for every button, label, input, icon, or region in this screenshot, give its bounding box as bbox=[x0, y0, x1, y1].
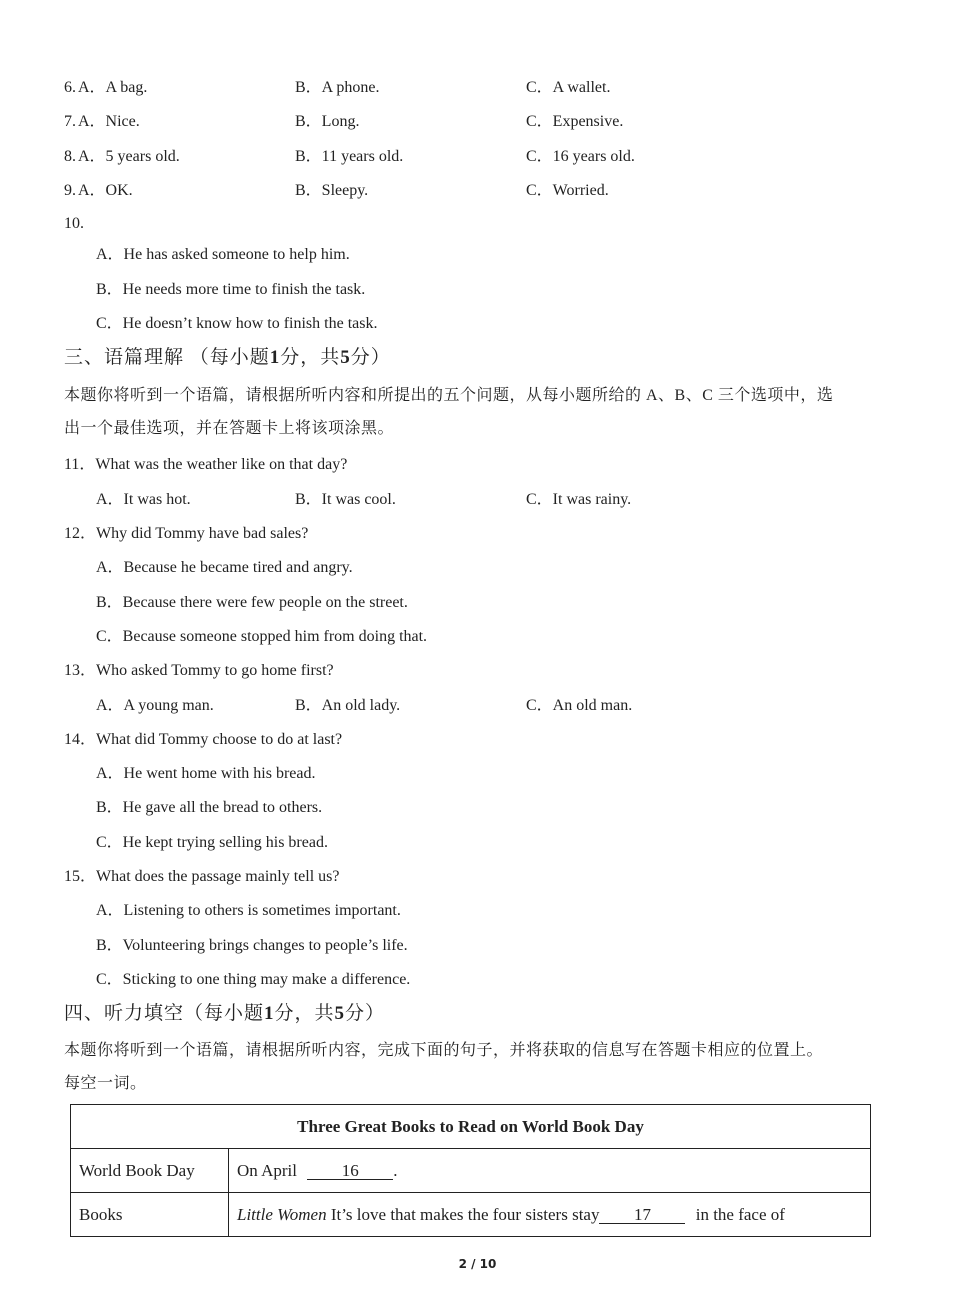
question-text: 14．What did Tommy choose to do at last? bbox=[64, 731, 343, 748]
option-b: B．Sleepy. bbox=[295, 182, 369, 199]
option-a: A．OK. bbox=[78, 182, 133, 199]
option-a: A．5 years old. bbox=[78, 148, 180, 165]
section-heading bbox=[64, 348, 391, 368]
section-instructions: 出一个最佳选项，并在答题卡上将该项涂黑。 bbox=[64, 420, 395, 437]
section-heading bbox=[64, 1004, 385, 1024]
question-text: 11．What was the weather like on that day? bbox=[64, 456, 348, 473]
row-label: World Book Day bbox=[71, 1149, 229, 1193]
heading-number: 5 bbox=[334, 1003, 346, 1024]
option-a: A．Because he became tired and angry. bbox=[96, 559, 353, 576]
heading-text: 三、语篇理解 （每小题 bbox=[64, 347, 270, 368]
heading-number: 1 bbox=[269, 347, 281, 368]
option-a: A．A bag. bbox=[78, 79, 148, 96]
option-b: B．11 years old. bbox=[295, 148, 404, 165]
option-c: C．He kept trying selling his bread. bbox=[96, 834, 328, 851]
table-title: Three Great Books to Read on World Book Day bbox=[71, 1105, 871, 1149]
row-content bbox=[229, 1193, 871, 1237]
table-row bbox=[71, 1149, 871, 1193]
heading-text: 分） bbox=[345, 1003, 386, 1024]
section-instructions: 每空一词。 bbox=[64, 1075, 147, 1092]
section-instructions: 本题你将听到一个语篇，请根据所听内容，完成下面的句子，并将获取的信息写在答题卡相应的位置上。 bbox=[64, 1042, 824, 1059]
section-instructions: 本题你将听到一个语篇，请根据所听内容和所提出的五个问题，从每小题所给的 A、B、C 三个选项中，选 bbox=[64, 387, 834, 404]
question-text: 15．What does the passage mainly tell us? bbox=[64, 868, 340, 885]
fill-in-table bbox=[70, 1104, 871, 1237]
row-text: On April bbox=[237, 1160, 297, 1180]
option-c: C．Because someone stopped him from doing that. bbox=[96, 628, 428, 645]
row-text: in the face of bbox=[695, 1204, 785, 1224]
answer-blank-17: 17 bbox=[599, 1206, 685, 1224]
option-b: B．Volunteering brings changes to people’s life. bbox=[96, 937, 408, 954]
option-c: C．16 years old. bbox=[526, 148, 635, 165]
option-b: B．A phone. bbox=[295, 79, 380, 96]
row-text: . bbox=[393, 1160, 398, 1180]
question-number: 7. bbox=[64, 113, 76, 130]
row-label: Books bbox=[71, 1193, 229, 1237]
question-number: 6. bbox=[64, 79, 76, 96]
option-b: B．He needs more time to finish the task. bbox=[96, 281, 366, 298]
option-b: B．It was cool. bbox=[295, 491, 396, 508]
table-row bbox=[71, 1193, 871, 1237]
option-c: C．Worried. bbox=[526, 182, 609, 199]
question-number: 8. bbox=[64, 148, 76, 165]
option-c: C．He doesn’t know how to finish the task. bbox=[96, 315, 378, 332]
question-number: 10. bbox=[64, 215, 84, 232]
option-c: C．A wallet. bbox=[526, 79, 611, 96]
answer-blank-16: 16 bbox=[307, 1162, 393, 1180]
option-a: A．He went home with his bread. bbox=[96, 765, 316, 782]
question-text: 13．Who asked Tommy to go home first? bbox=[64, 662, 334, 679]
heading-text: 分，共 bbox=[280, 347, 341, 368]
heading-text: 分） bbox=[350, 347, 391, 368]
option-a: A．He has asked someone to help him. bbox=[96, 246, 350, 263]
option-a: A．Listening to others is sometimes important. bbox=[96, 902, 401, 919]
option-b: B．Long. bbox=[295, 113, 360, 130]
page-number: 2 / 10 bbox=[458, 1257, 497, 1271]
heading-text: 四、听力填空（每小题 bbox=[64, 1003, 265, 1024]
option-b: B．He gave all the bread to others. bbox=[96, 799, 323, 816]
heading-text: 分，共 bbox=[274, 1003, 335, 1024]
row-text: It’s love that makes the four sisters stay bbox=[326, 1204, 600, 1224]
heading-number: 5 bbox=[340, 347, 351, 368]
table-row bbox=[71, 1105, 871, 1149]
option-c: C．Expensive. bbox=[526, 113, 624, 130]
heading-number: 1 bbox=[264, 1003, 275, 1024]
option-c: C．An old man. bbox=[526, 697, 633, 714]
option-a: A．Nice. bbox=[78, 113, 140, 130]
option-a: A．It was hot. bbox=[96, 491, 191, 508]
question-number: 9. bbox=[64, 182, 76, 199]
question-text: 12．Why did Tommy have bad sales? bbox=[64, 525, 309, 542]
option-b: B．Because there were few people on the street. bbox=[96, 594, 408, 611]
option-c: C．Sticking to one thing may make a difference. bbox=[96, 971, 411, 988]
option-a: A．A young man. bbox=[96, 697, 214, 714]
option-b: B．An old lady. bbox=[295, 697, 401, 714]
book-title: Little Women bbox=[237, 1204, 327, 1224]
option-c: C．It was rainy. bbox=[526, 491, 632, 508]
row-content bbox=[229, 1149, 871, 1193]
